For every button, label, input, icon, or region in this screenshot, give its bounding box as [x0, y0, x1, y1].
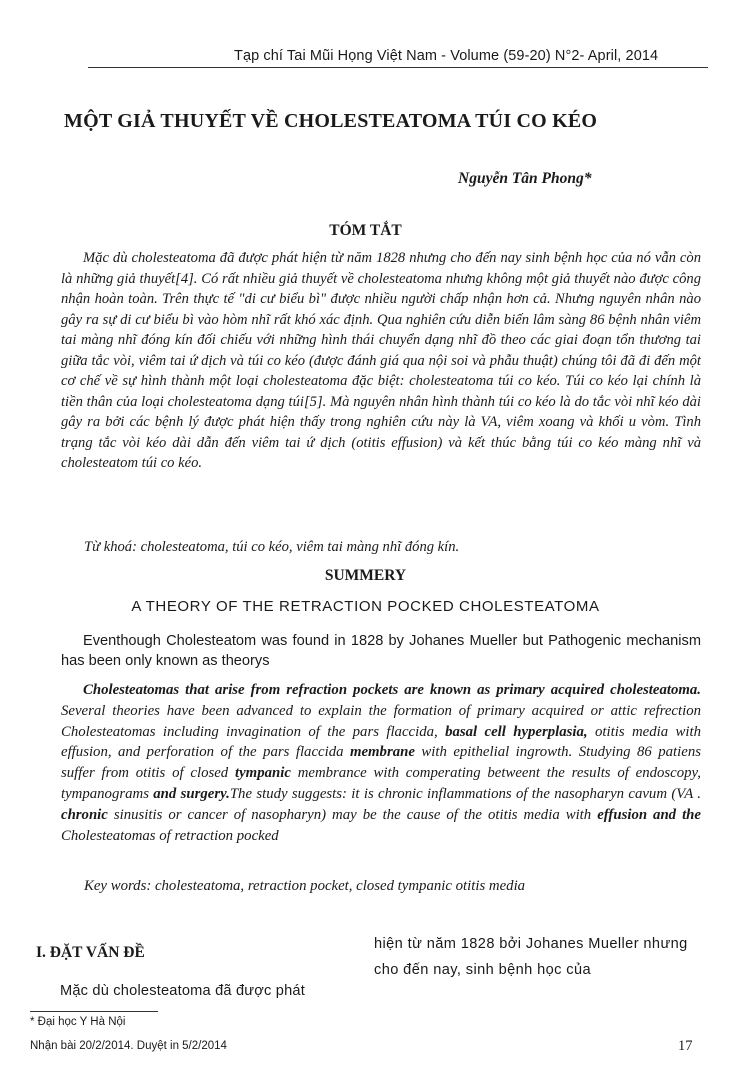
- footnote-affiliation: * Đại học Y Hà Nội: [30, 1016, 126, 1028]
- en-abstract: [61, 680, 701, 846]
- en-abstract-lead: Cholesteatomas that arise from refraction pockets are known as primary acquired cholesteatoma.: [83, 682, 701, 698]
- en-abstract-bold-5: chronic: [61, 806, 108, 823]
- intro-left-column: Mặc dù cholesteatoma đã được phát: [60, 983, 305, 999]
- en-abstract-body: [61, 680, 701, 846]
- en-keywords: Key words: cholesteatoma, retraction pocket, closed tympanic otitis media: [84, 878, 526, 894]
- en-abstract-text-6: sinusitis or cancer of nasopharyn) may be the cause of the otitis media with: [107, 806, 598, 823]
- en-abstract-subtitle: A THEORY OF THE RETRACTION POCKED CHOLESTEATOMA: [131, 598, 600, 615]
- intro-right-column: hiện từ năm 1828 bởi Johanes Mueller nhưng cho đến nay, sinh bệnh học của: [374, 936, 688, 978]
- article-title: MỘT GIẢ THUYẾT VỀ CHOLESTEATOMA TÚI CO KÉO: [64, 110, 598, 132]
- en-abstract-intro: [61, 631, 701, 671]
- en-abstract-bold-3: tympanic: [235, 765, 291, 782]
- en-abstract-text-5: The study suggests: it is chronic inflammations of the nasopharyn cavum (VA .: [229, 785, 701, 802]
- vi-keywords: Từ khoá: cholesteatoma, túi co kéo, viêm tai màng nhĩ đóng kín.: [84, 539, 460, 555]
- journal-header: Tạp chí Tai Mũi Họng Việt Nam - Volume (59-20) N°2- April, 2014: [234, 48, 659, 64]
- author-name: Nguyễn Tân Phong*: [458, 170, 592, 187]
- footnote-dates: Nhận bài 20/2/2014. Duyệt in 5/2/2014: [30, 1040, 227, 1052]
- header-divider: [88, 67, 708, 68]
- section-heading-introduction: I. ĐẶT VẤN ĐỀ: [36, 944, 145, 961]
- en-abstract-text-2: otitis media with effusion, and perforation of the pars flaccida: [61, 723, 701, 761]
- vi-abstract-body: Mặc dù cholesteatoma đã được phát hiện từ năm 1828 nhưng cho đến nay sinh bệnh học của nó vẫn còn là những giả thuyết[4]. Có rất nhiều giả thuyết về cholesteatoma nhưng không một giả thuyết nào được công nhận hoàn toàn. Trên thực tế "di cư biểu bì" được nhiều người chấp nhận hơn cả. Nhưng nguyên nhân nào gây ra sự di cư biểu bì vào hòm nhĩ rất khó xác định. Qua nghiên cứu diễn biến lâm sàng 86 bệnh nhân viêm tai màng nhĩ đóng kín đối chiếu với những hình thái chuyển dạng nhĩ đồ theo các giai đoạn tổn thương tai giữa tắc vòi, viêm tai ứ dịch và túi co kéo (được đánh giá qua nội soi và phẫu thuật) chúng tôi đã đi đến một cơ chế về sự hình thành một loại cholesteatoma đặc biệt: cholesteatoma túi co kéo. Túi co kéo lại chính là tiền thân của loại cholesteatoma dạng túi[5]. Mà nguyên nhân hình thành túi co kéo là do tắc vòi nhĩ kéo dài gây ra bởi các bệnh lý được phát hiện thấy trong nghiên cứu này là VA, viêm xoang và khối u vòm. Tình trạng tắc vòi kéo dài dẫn đến viêm tai ứ dịch (otitis effusion) và kết thúc bằng túi co kéo màng nhĩ và cholesteatom túi co kéo.: [61, 250, 701, 471]
- vi-abstract-heading: TÓM TẮT: [329, 222, 402, 239]
- en-abstract-bold-1: basal cell hyperplasia,: [445, 723, 588, 740]
- vi-abstract: [61, 248, 701, 474]
- en-abstract-bold-6: effusion and the: [597, 806, 701, 823]
- en-abstract-text-4: membrance with comperating betweent the results of endoscopy, tympanograms: [61, 765, 701, 802]
- page-number: 17: [678, 1038, 693, 1054]
- en-abstract-heading: SUMMERY: [324, 567, 407, 584]
- en-abstract-text-7: Cholesteatomas of retraction pocked: [61, 827, 279, 844]
- en-abstract-text-1: Several theories have been advanced to explain the formation of primary acquired or attic refrection Cholesteatomas including invagination of the pars flaccida,: [61, 702, 701, 740]
- en-abstract-bold-2: membrane: [349, 744, 415, 761]
- footnote-divider: [30, 1011, 158, 1012]
- en-intro-text: Eventhough Cholesteatom was found in 1828 by Johanes Mueller but Pathogenic mechanism has been only known as theorys: [61, 633, 701, 669]
- en-abstract-text-3: with epithelial ingrowth. Studying 86 patiens suffer from otitis of closed: [61, 744, 701, 782]
- en-abstract-bold-4: and surgery.: [153, 785, 230, 802]
